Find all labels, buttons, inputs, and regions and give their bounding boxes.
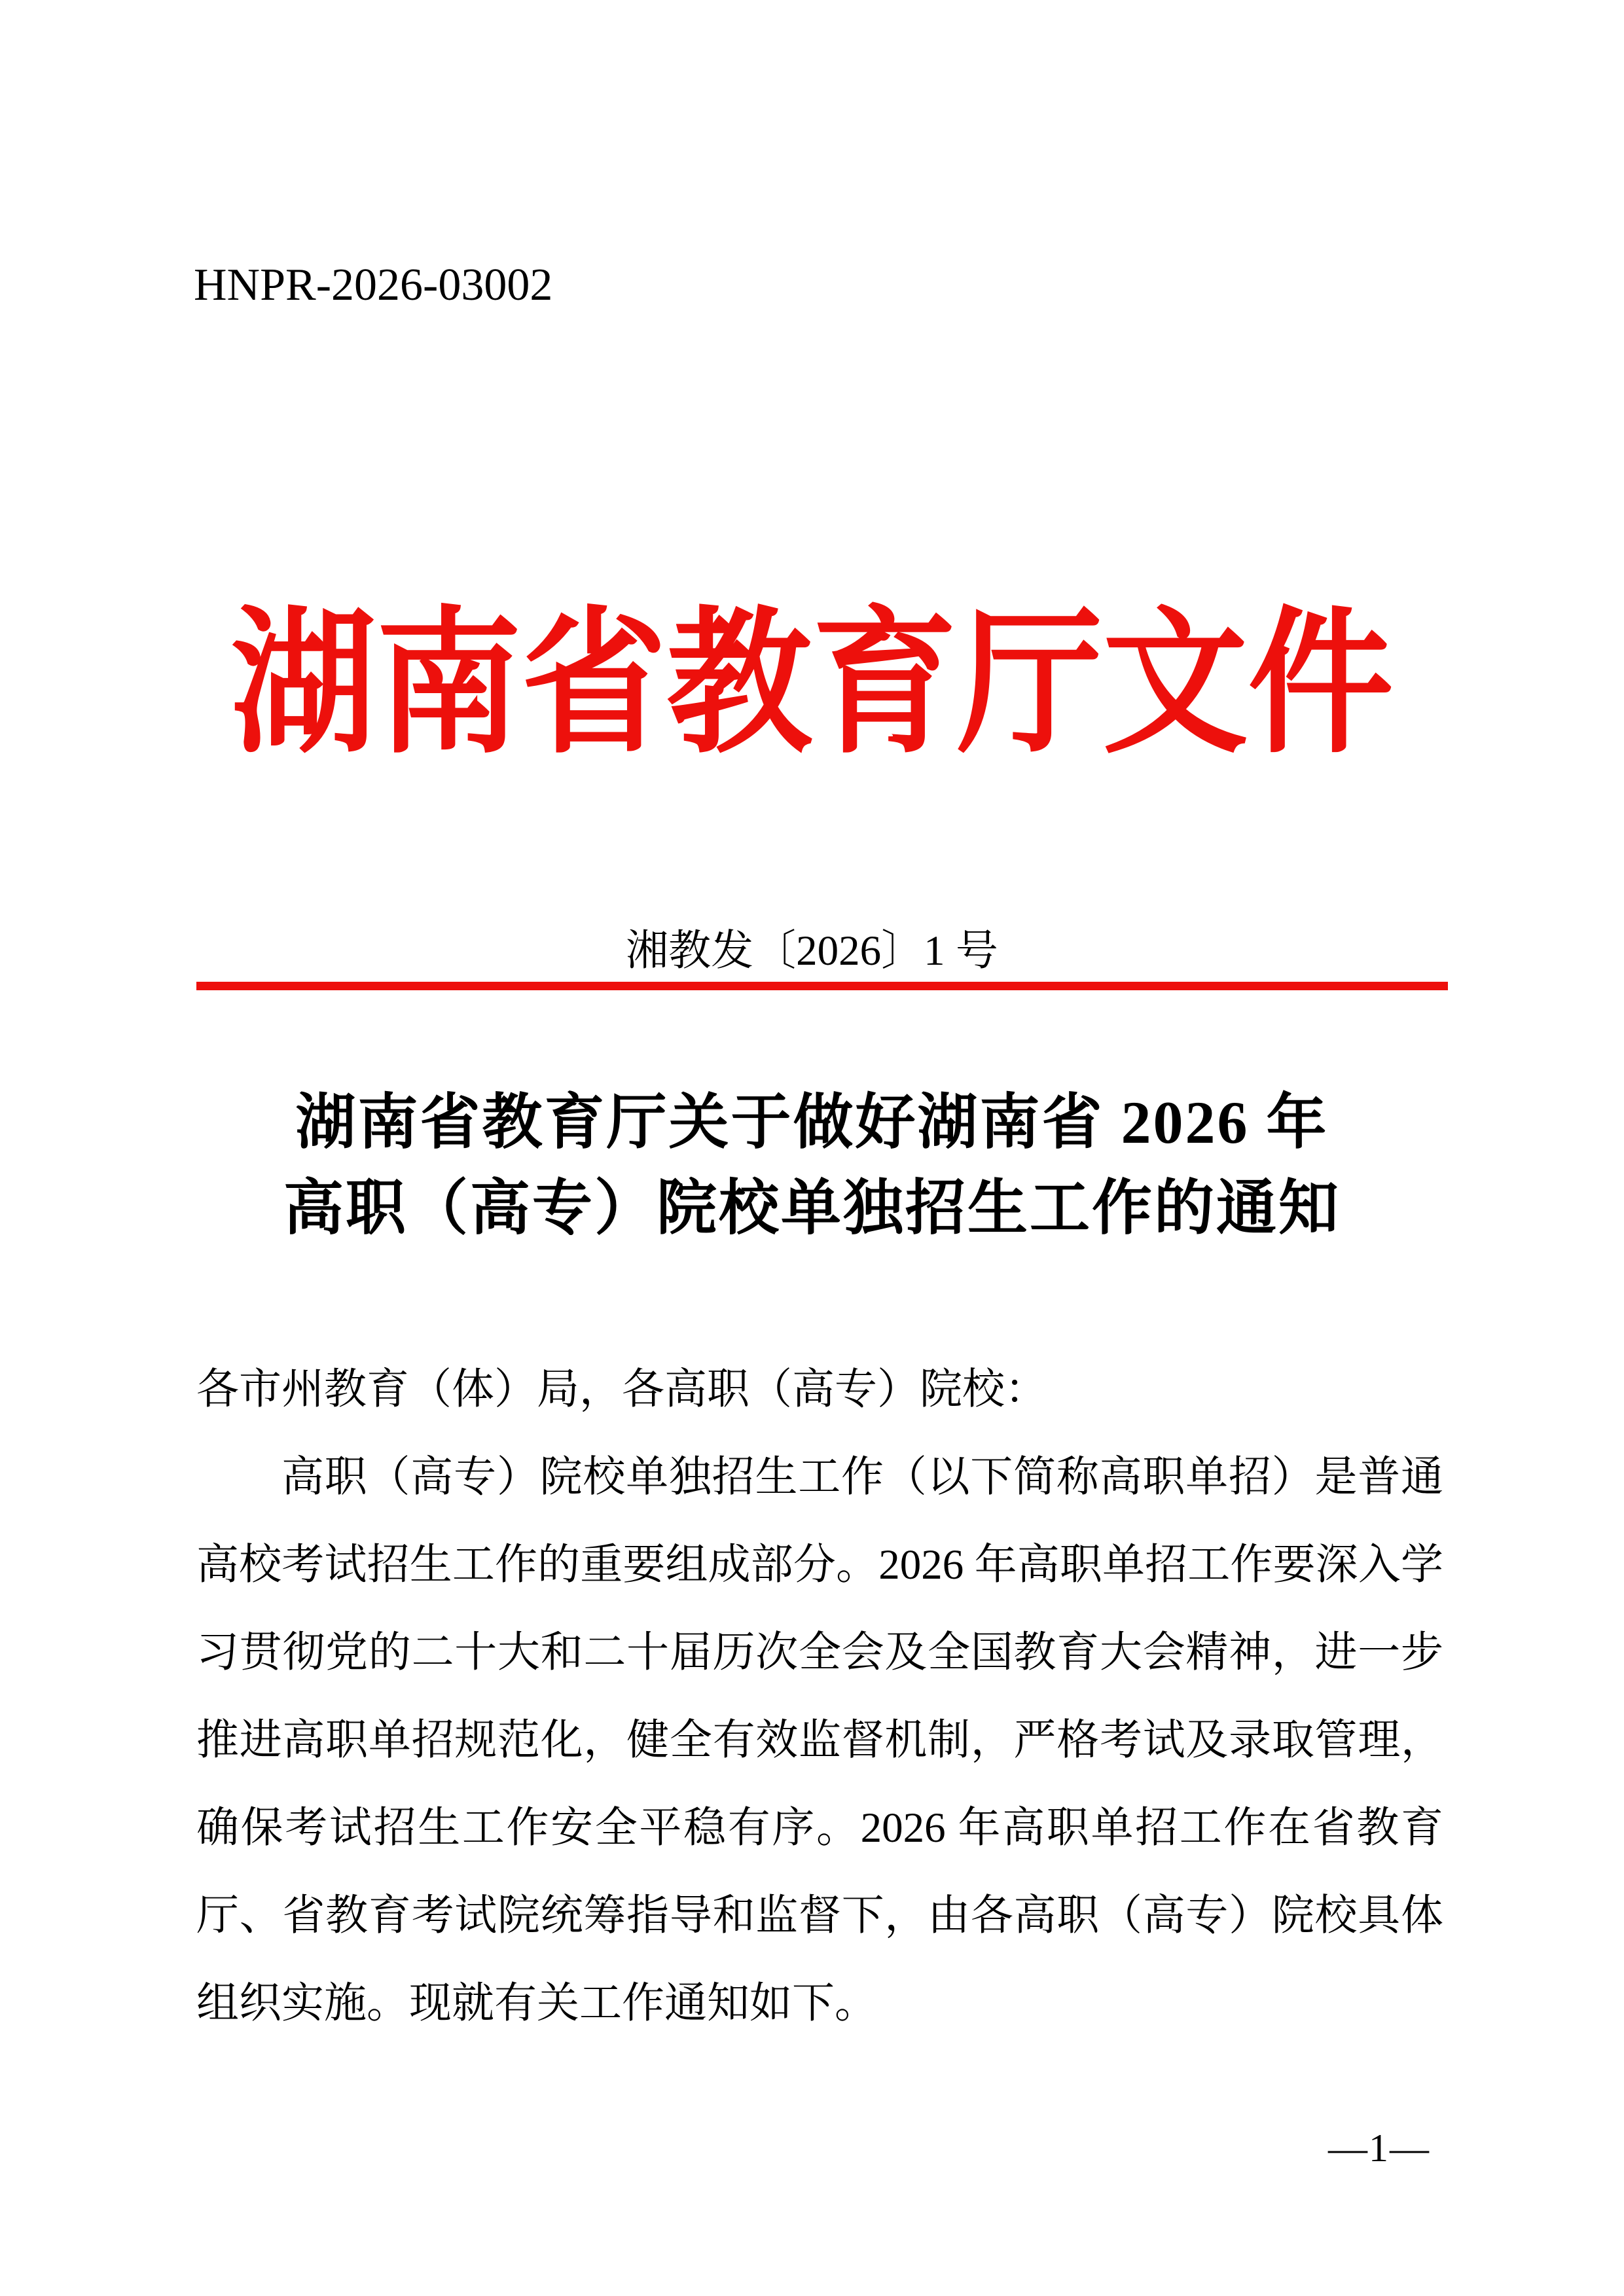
doc-registration-code: HNPR-2026-03002 (194, 260, 553, 310)
document-title-line1: 湖南省教育厅关于做好湖南省 2026 年 (295, 1089, 1329, 1156)
issue-number: 湘教发〔2026〕1 号 (626, 927, 998, 975)
red-divider-line (196, 982, 1448, 990)
body-paragraph-1: 高职（高专）院校单独招生工作（以下简称高职单招）是普通高校考试招生工作的重要组成部分。2026 年高职单招工作要深入学习贯彻党的二十大和二十届历次全会及全国教育大会精神，进一步推进高职单招规范化，健全有效监督机制，严格考试及录取管理，确保考试招生工作安全平稳有序。2026 年高职单招工作在省教育厅、省教育考试院统筹指导和监督下，由各高职（高专）院校具体组织实施。现就有关工作通知如下。 (196, 1454, 1443, 2027)
document-body (196, 1346, 1443, 2047)
page-number: —1— (1328, 2126, 1430, 2170)
red-masthead-title: 湖南省教育厅文件 (230, 598, 1394, 772)
document-title (0, 1080, 1624, 1251)
salutation-line: 各市州教育（体）局，各高职（高专）院校： (196, 1366, 1048, 1413)
document-title-line2: 高职（高专）院校单独招生工作的通知 (283, 1175, 1341, 1242)
